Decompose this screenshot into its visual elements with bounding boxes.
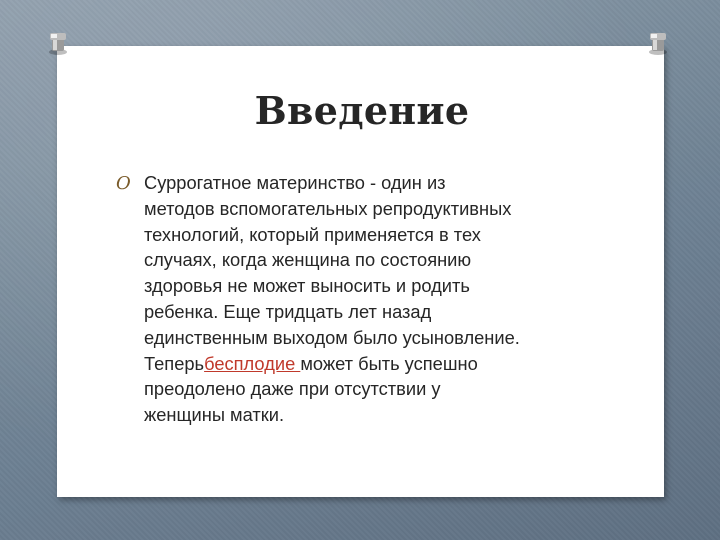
bullet-line: методов вспомогательных репродуктивных: [144, 197, 512, 219]
infertility-link[interactable]: бесплодие: [204, 352, 301, 374]
bullet-line: здоровья не может выносить и родить: [144, 275, 470, 297]
bullet-line: женщины матки.: [144, 404, 285, 426]
bullet-line: технологий, который применяется в тех: [144, 223, 481, 245]
bullet-line: единственным выходом было усыновление.: [144, 326, 520, 348]
bullet-line: преодолено даже при отсутствии у: [144, 378, 441, 400]
line-prefix: Теперь: [144, 352, 205, 374]
bullet-text: [144, 170, 604, 428]
pushpin-icon: [646, 30, 670, 56]
bullet-marker-icon: O: [116, 173, 131, 194]
pushpin-icon: [46, 30, 70, 56]
bullet-line: Суррогатное материнство - один из: [144, 172, 446, 193]
line-suffix: может быть успешно: [300, 352, 478, 374]
bullet-line-with-link: [144, 351, 604, 377]
slide-title: Введение: [254, 88, 470, 133]
bullet-line: случаях, когда женщина по состоянию: [144, 249, 472, 271]
bullet-line: ребенка. Еще тридцать лет назад: [144, 300, 432, 322]
